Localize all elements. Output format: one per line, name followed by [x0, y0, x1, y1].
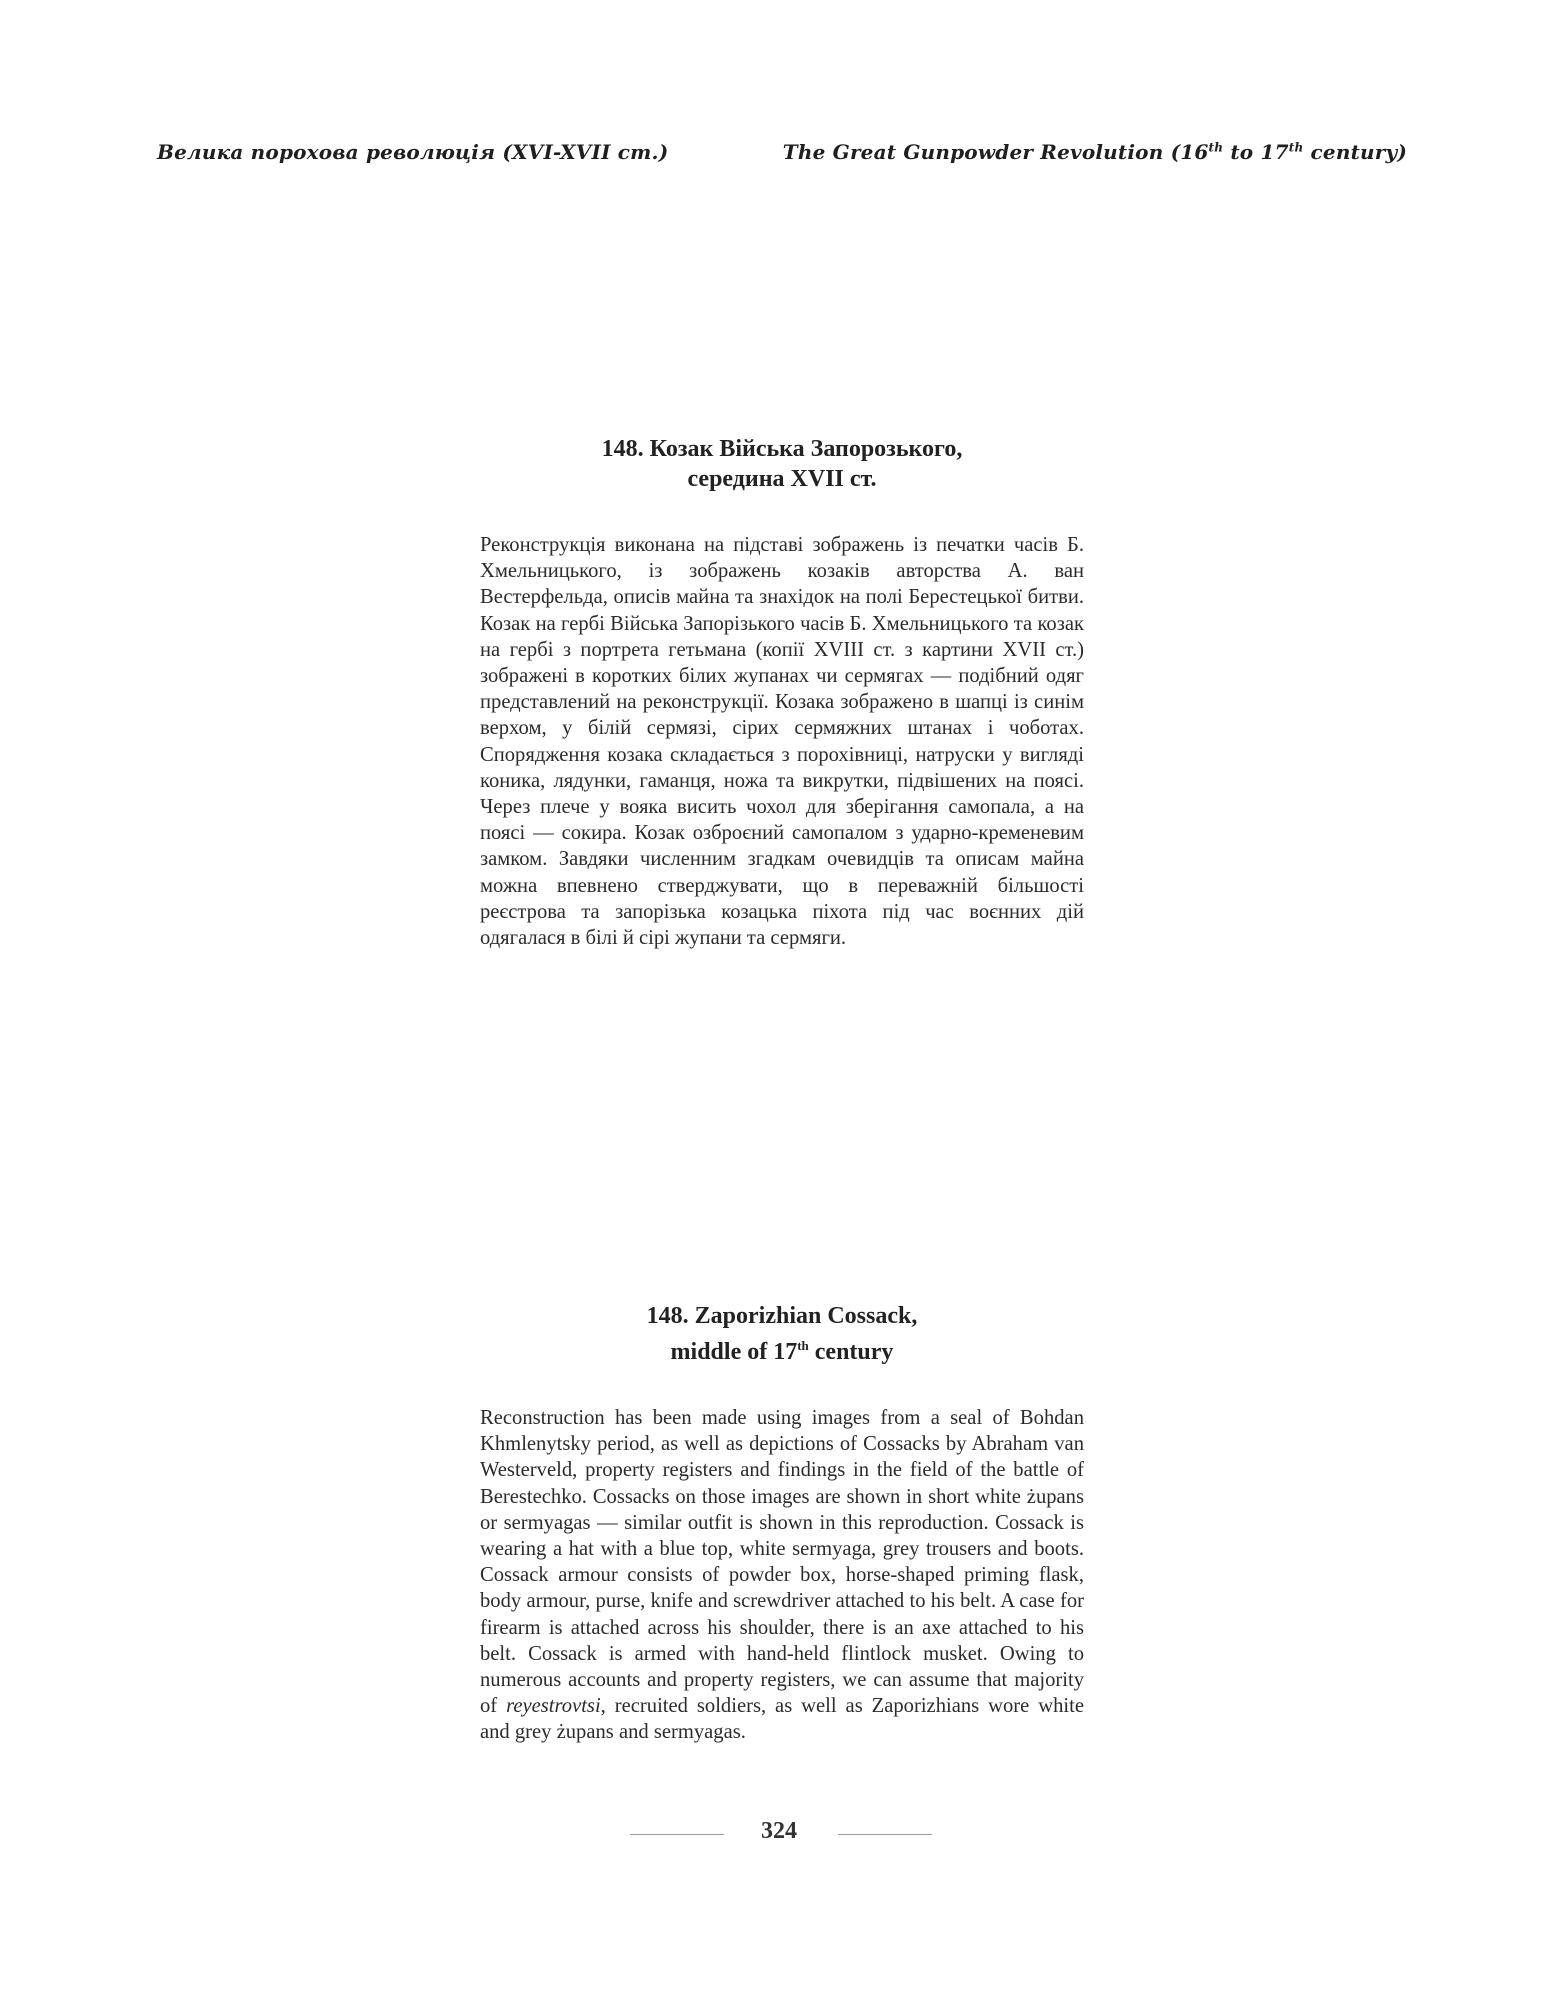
caption-title-english — [480, 1301, 1084, 1367]
caption-title-text: century — [808, 1339, 894, 1365]
caption-body-english — [480, 1405, 1084, 1746]
page-footer — [0, 1812, 1558, 1852]
running-header-english — [783, 140, 1407, 164]
footer-rule-left — [630, 1834, 724, 1835]
running-header — [157, 140, 1407, 174]
caption-title-line: 148. Zaporizhian Cossack, — [646, 1303, 918, 1329]
caption-body-text: Reconstruction has been made using images from a seal of Bohdan Khmlenytsky period, as well as depictions of Cossacks by Abraham van Westerveld, property registers and findings in the field of the battle of Berestechko. Cossacks on those images are shown in short white żupans or sermyagas — similar outfit is shown in this reproduction. Cossack is wearing a hat with a blue top, white sermyaga, grey trousers and boots. Cossack armour consists of powder box, horse-shaped priming flask, body armour, purse, knife and screwdriver attached to his belt. A case for firearm is attached across his shoulder, there is an axe attached to his belt. Cossack is armed with hand-held flintlock musket. Owing to numerous accounts and property registers, we can assume that majority of — [480, 1407, 1084, 1718]
caption-section-ukrainian — [480, 434, 1084, 951]
caption-title-line: середина XVII ст. — [687, 466, 877, 492]
header-right-text: to 17 — [1223, 140, 1289, 164]
caption-body-italic-term: reyestrovtsi — [506, 1695, 601, 1718]
header-right-text: The Great Gunpowder Revolution (16 — [782, 140, 1209, 164]
caption-body-text: , recruited soldiers, as well as Zaporizhians wore white and grey żupans and sermyagas. — [480, 1695, 1084, 1744]
caption-title-line: 148. Козак Війська Запорозького, — [601, 436, 963, 462]
caption-title-sup: th — [797, 1338, 809, 1353]
header-right-sup: th — [1288, 140, 1304, 155]
header-right-text: century) — [1303, 140, 1407, 164]
page-number: 324 — [761, 1818, 797, 1844]
caption-body-ukrainian: Реконструкція виконана на підставі зображень із печатки часів Б. Хмельницького, із зображень козаків авторства А. ван Вестерфельда, описів майна та знахідок на полі Берестецької битви. Козак на гербі Війська Запорізького часів Б. Хмельницького та козак на гербі з портрета гетьмана (копії XVIII ст. з картини XVII ст.) зображені в коротких білих жупанах чи сермягах — подібний одяг представлений на реконструкції. Козака зображено в шапці із синім верхом, у білій сермязі, сірих сермяжних штанах і чоботах. Спорядження козака складається з порохівниці, натруски у вигляді коника, лядунки, гаманця, ножа та викрутки, підвішених на поясі. Через плече у вояка висить чохол для зберігання самопала, а на поясі — сокира. Козак озброєний самопалом з ударно-кременевим замком. Завдяки численним згадкам очевидців та описам майна можна впевнено стверджувати, що в переважній більшості реєстрова та запорізька козацька піхота під час воєнних дій одягалася в білі й сірі жупани та сермяги. — [480, 534, 1084, 950]
running-header-ukrainian: Велика порохова революція (XVI-XVII ст.) — [157, 140, 669, 164]
footer-rule-right — [838, 1834, 932, 1835]
caption-title-line — [480, 1331, 1084, 1367]
caption-section-english — [480, 1301, 1084, 1746]
header-right-sup: th — [1208, 140, 1224, 155]
caption-title-ukrainian — [480, 434, 1084, 494]
caption-title-text: middle of 17 — [670, 1339, 798, 1365]
